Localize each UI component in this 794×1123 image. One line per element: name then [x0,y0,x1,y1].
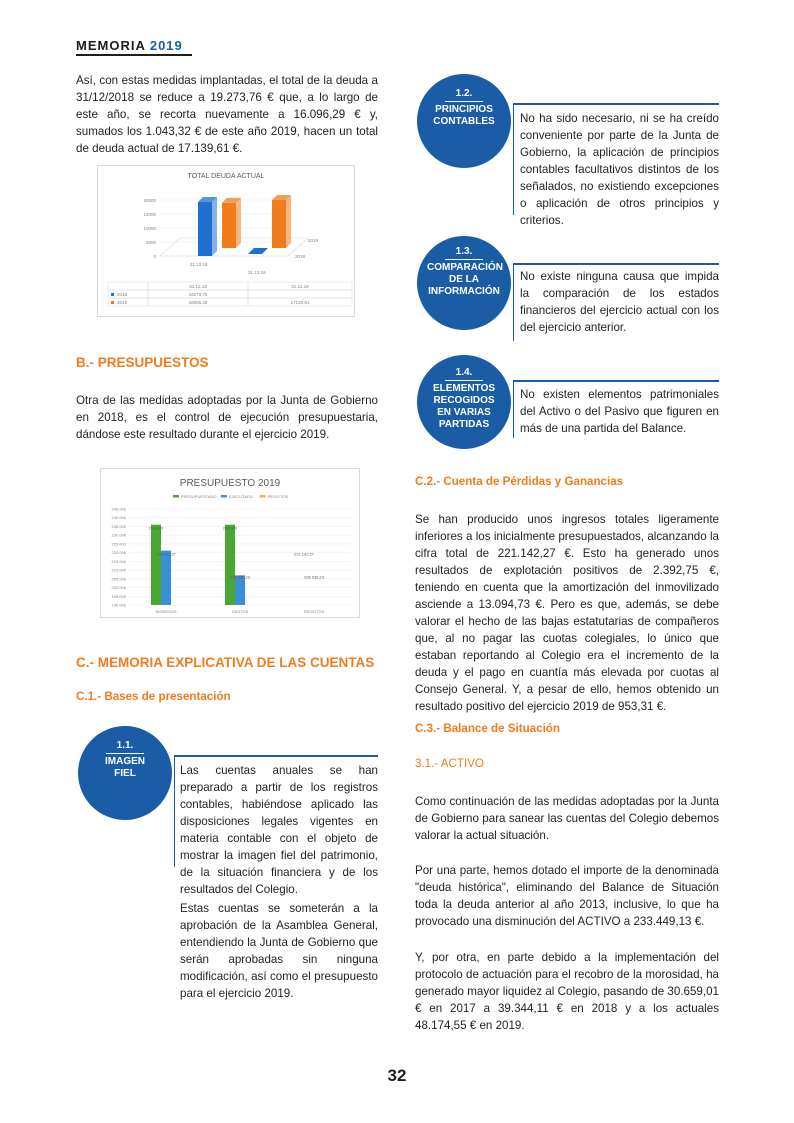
budget-legend-key [221,495,227,498]
debt-chart-title: TOTAL DEUDA ACTUAL [187,173,265,180]
debt-chart-frame [97,165,355,317]
budget-legend-key [173,495,179,498]
c3-title: C.3.- Balance de Situación [415,722,560,735]
debt-chart-depth-label: 2018 [295,254,306,259]
budget-xlabel: RES/GTOS [303,609,325,614]
debt-chart-depth-label: 2019 [308,238,319,243]
debt-chart-bar-flat [248,248,268,254]
debt-chart-bar [198,202,212,256]
budget-legend-label: EJECUTADO [228,494,253,499]
header-title: MEMORIA [76,38,146,53]
box-1-1-paragraph-2: Estas cuentas se someterán a la aprobación de la Asamblea General, entendiendo la Junta de Gobierno que serán aprobadas sin ninguna modificación, así como el presupuesto para el ejercicio 2019. [180,902,378,1000]
debt-table-value: 16096,29 [188,300,208,305]
budget-legend-key [260,495,266,498]
debt-chart [98,166,354,316]
box-1-3-number: 1.3. [445,246,483,260]
budget-ytick: 190.000 [111,602,126,608]
debt-table-value: 19273,76 [188,292,208,297]
debt-chart-bar [222,203,236,248]
box-1-1-label: IMAGEN FIEL [105,756,145,779]
box-1-1-top-rule [174,755,378,757]
budget-xlabel: GASTOS [231,609,249,614]
box-1-4-side-rule [513,380,514,438]
box-1-2-badge [417,74,511,168]
box-1-3-badge [417,236,511,330]
debt-chart-bar-side [286,195,291,248]
debt-chart-ytick: 10000 [143,226,156,231]
c2-title: C.2.- Cuenta de Pérdidas y Ganancias [415,475,624,488]
box-1-3-text: No existe ninguna causa que impida la comparación de los estados financieros del ejercicio actual con los del ejercicio anterior. [520,270,719,334]
budget-bar [151,525,161,605]
budget-ytick: 195.000 [111,593,126,599]
debt-table-legend-key [111,293,114,296]
budget-ytick: 240.000 [111,515,126,521]
budget-data-label: 221.142,27 [293,551,315,557]
budget-chart-title: PRESUPUESTO 2019 [179,478,281,489]
c1-title: C.1.- Bases de presentación [76,690,231,703]
budget-legend-label: RES/GTOS [267,494,289,499]
page-number: 32 [387,1066,407,1085]
budget-ytick: 245.000 [111,506,126,512]
section-b-title: B.- PRESUPUESTOS [76,355,209,370]
budget-legend-label: PRESUPUESTADO [181,494,217,499]
budget-ytick: 230.000 [111,532,126,538]
c3-paragraph-1: Como continuación de las medidas adoptadas por la Junta de Gobierno para sanear las cuentas del Colegio debemos valorar la actual situación. [415,795,719,842]
c31-title: 3.1.- ACTIVO [415,757,484,770]
debt-table-row-label: 2019 [117,300,128,305]
box-1-2-text: No ha sido necesario, ni se ha creído conveniente por parte de la Junta de Gobierno, la aplicación de principios contables facultativos distintos de los señalados, no existiendo excepciones o aplicación de otros principios y criterios. [520,112,719,227]
box-1-2-label: PRINCIPIOS CONTABLES [433,104,495,127]
budget-bar [225,525,235,605]
box-1-2-side-rule [513,103,514,215]
debt-chart-ytick: 20000 [143,198,156,203]
c3-paragraph-2: Por una parte, hemos dotado el importe de la denominada "deuda histórica", eliminando del Balance de Situación toda la deuda anterior al año 2013, inclusive, lo que ha provocado una disminución del ACTIVO a 233.449,13 €. [415,864,719,928]
budget-data-label: 236.000 [222,525,238,531]
budget-data-label: 221.142,27 [155,551,177,557]
box-1-1-side-rule [174,755,175,867]
debt-chart-xlabel: 31.12.19 [248,270,266,275]
debt-chart-bar [272,200,286,248]
box-1-4-label: ELEMENTOS RECOGIDOS EN VARIAS PARTIDAS [432,383,496,430]
debt-chart-xlabel: 31.12.18 [190,262,208,267]
budget-data-label: 208.036,23 [303,574,325,580]
running-header [76,38,183,53]
debt-table-cell [248,290,352,298]
box-1-4-text: No existen elementos patrimoniales del Activo o del Pasivo que figuren en más de una partida del Balance. [520,388,719,435]
intro-paragraph: Así, con estas medidas implantadas, el total de la deuda a 31/12/2018 se reduce a 19.273,76 € que, a lo largo de este año, se recorta nuevamente a 16.096,29 € y, sumados los 1.043,32 € de este año 2019, hacen un total de deuda actual de 17.139,61 €. [76,74,378,155]
section-c-title: C.- MEMORIA EXPLICATIVA DE LAS CUENTAS [76,655,375,670]
box-1-2-top-rule [513,103,719,105]
budget-ytick: 235.000 [111,523,126,529]
budget-bar [235,575,245,605]
budget-ytick: 210.000 [111,567,126,573]
debt-chart-ytick: 15000 [143,212,156,217]
budget-ytick: 205.000 [111,576,126,582]
box-1-3-top-rule [513,263,719,265]
budget-xlabel: INGRESOS [155,609,177,614]
budget-ytick: 200.000 [111,585,126,591]
debt-table-value: 31.12.19 [291,284,309,289]
box-1-3-side-rule [513,263,514,341]
header-rule [76,54,192,56]
budget-chart-frame [100,468,360,618]
debt-table-value: 17139,61 [290,300,310,305]
header-year: 2019 [149,38,183,53]
budget-chart [101,469,359,617]
debt-chart-bar-side [212,197,217,256]
debt-table-cell [108,282,148,290]
box-1-1-number: 1.1. [106,740,144,754]
budget-ytick: 220.000 [111,550,126,556]
c2-paragraph: Se han producido unos ingresos totales ligeramente inferiores a los inicialmente presupuestados, alcanzando la cifra total de 221.142,27 €. Esto ha generado unos resultados de explotación positivos de 2.392,75 €, teniendo en cuenta que la amortización del inmovilizado asciende a 13.094,73 €. Pero es que, además, se debe valorar el hecho de las bajas estatutarias de compañeros que, al no pagar las cuotas colegiales, lo único que estaban reportando al Colegio era el incremento de la deuda y el pago en cuantía más elevada por cuotas al Consejo General. Y, a pesar de ello, hemos obtenido un resultado positivo del ejercicio 2019 de 953,31 €. [415,513,719,713]
debt-table-legend-key [111,301,114,304]
box-1-2-number: 1.2. [445,88,483,102]
section-b-paragraph: Otra de las medidas adoptadas por la Junta de Gobierno en 2018, es el control de ejecución presupuestaria, dándose este resultado durante el ejercicio 2019. [76,394,378,441]
box-1-3-label: COMPARACIÓN DE LA INFORMACIÓN [427,262,503,297]
budget-bar [161,551,171,605]
budget-data-label: 236.000 [148,525,164,531]
box-1-4-number: 1.4. [445,367,483,381]
box-1-4-badge [417,355,511,449]
debt-chart-bar-side [236,198,241,248]
budget-data-label: 208.036,23 [229,574,251,580]
budget-ytick: 215.000 [111,558,126,564]
box-1-4-top-rule [513,380,719,382]
debt-chart-ytick: 0 [153,254,156,259]
budget-ytick: 225.000 [111,541,126,547]
box-1-1-badge [78,726,172,820]
debt-chart-ytick: 5000 [145,240,156,245]
box-1-1-paragraph-1: Las cuentas anuales se han preparado a partir de los registros contables, habiéndose aplicado las disposiciones legales vigentes en materia contable con el objeto de mostrar la imagen fiel del patrimonio, de la situación financiera y de los resultados del Colegio. [180,764,378,896]
c3-paragraph-3: Y, por otra, en parte debido a la implementación del protocolo de actuación para el recobro de la morosidad, ha generado mayor liquidez al Colegio, pasando de 30.659,01 € en 2017 a 39.344,11 € en 2018 y a los actuales 48.174,55 € en 2019. [415,951,719,1032]
debt-table-row-label: 2018 [117,292,128,297]
debt-table-value: 31.12.18 [189,284,207,289]
